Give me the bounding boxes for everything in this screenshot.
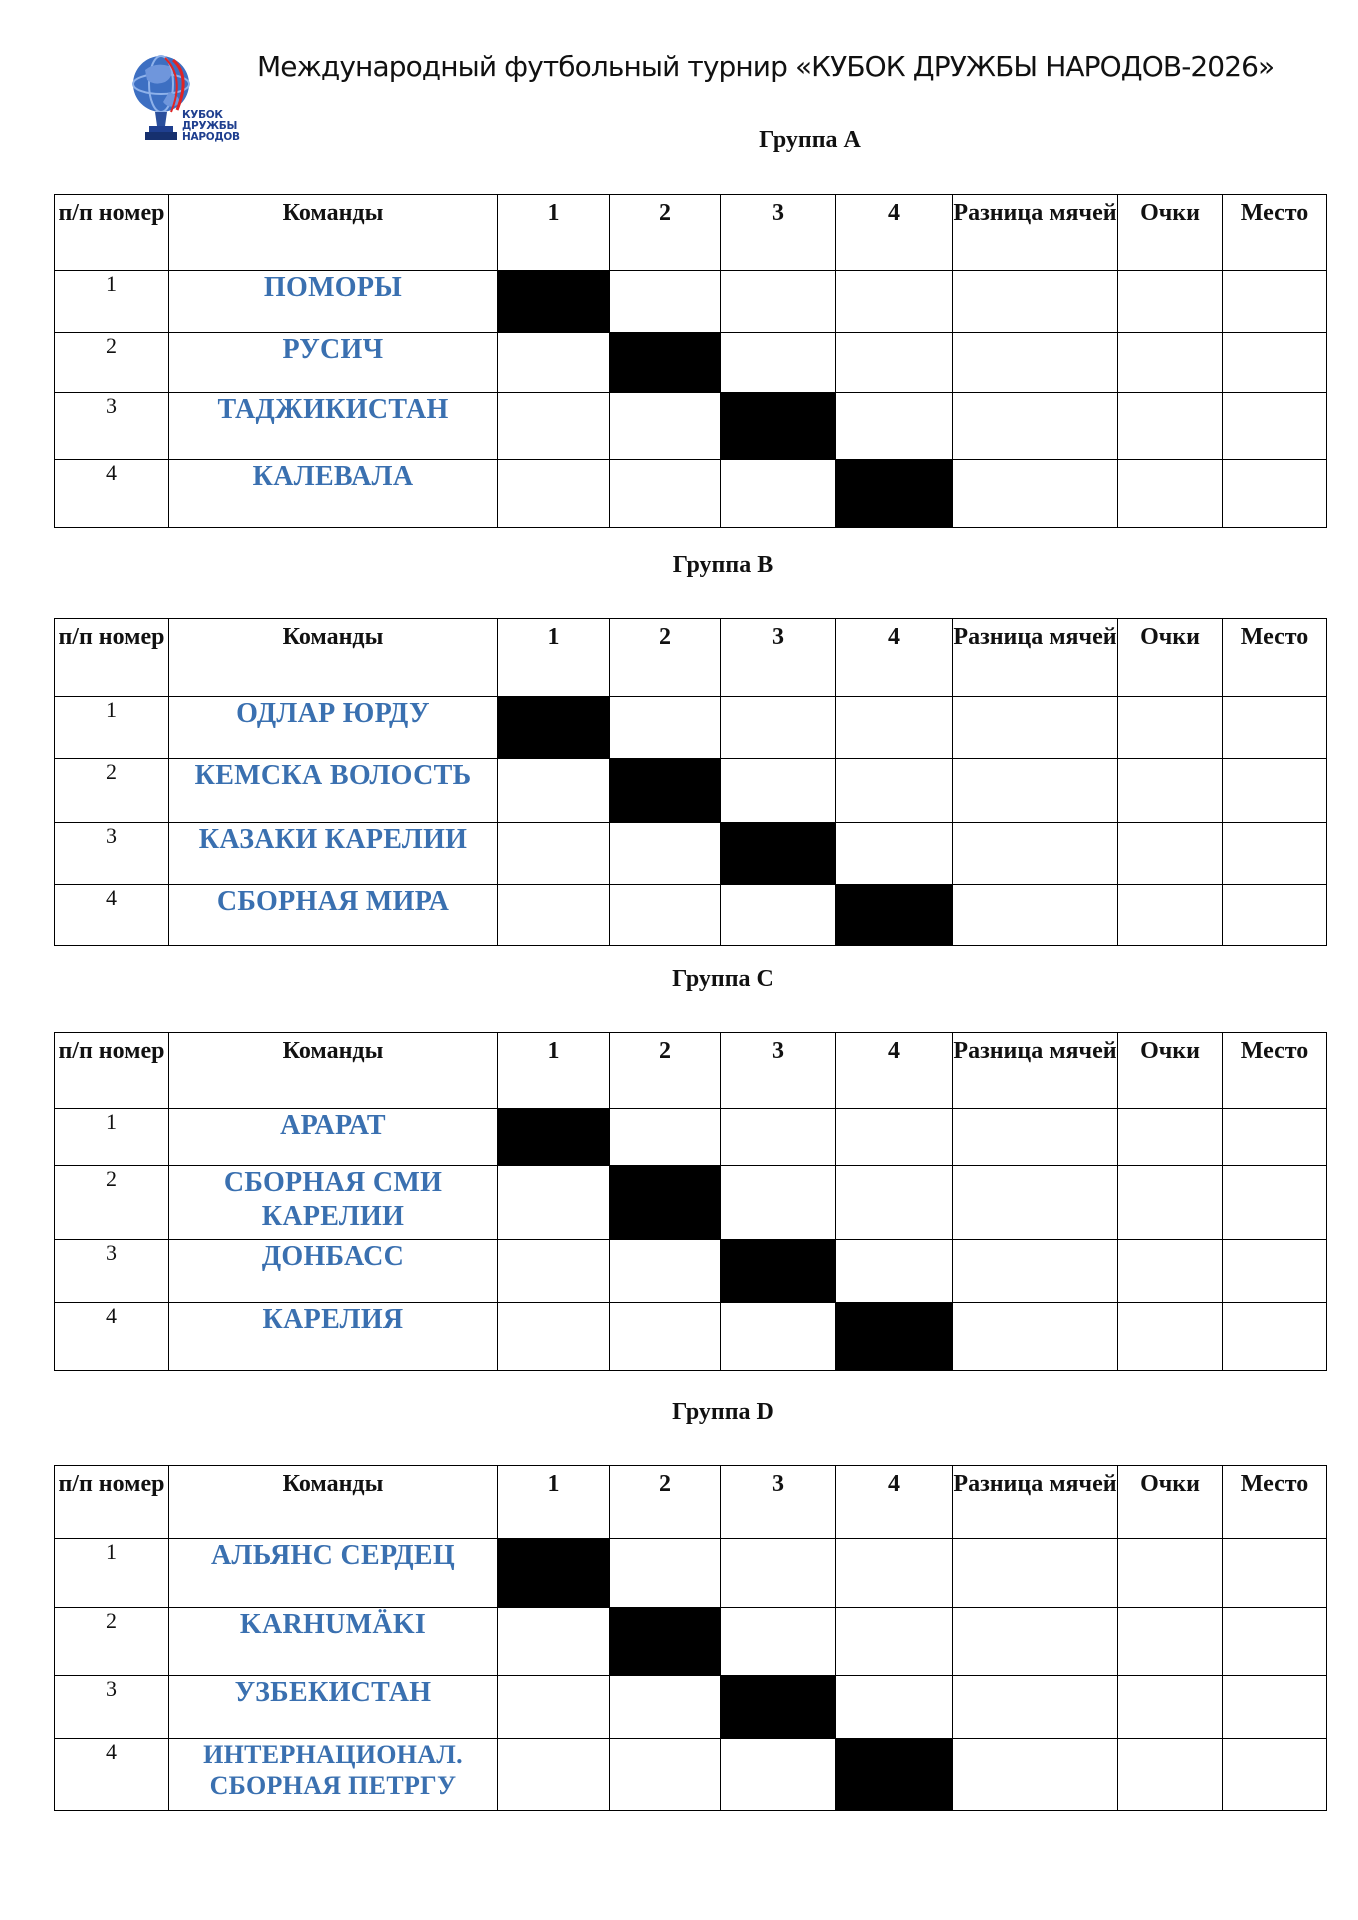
table-row — [55, 697, 1327, 759]
result-cell — [836, 1109, 953, 1166]
header-goal-diff: Разница мячей — [953, 195, 1118, 271]
result-cell — [721, 460, 836, 528]
place-cell — [1223, 460, 1327, 528]
row-number: 1 — [55, 697, 169, 759]
team-name: РУСИЧ — [169, 333, 498, 393]
result-cell — [610, 823, 721, 885]
result-cell — [721, 333, 836, 393]
points-cell — [1118, 759, 1223, 823]
row-number: 3 — [55, 823, 169, 885]
group-table-d — [54, 1465, 1327, 1811]
result-cell — [498, 1676, 610, 1739]
header-col-1: 1 — [498, 195, 610, 271]
table-row — [55, 1109, 1327, 1166]
result-cell — [721, 759, 836, 823]
self-match-cell — [721, 1676, 836, 1739]
result-cell — [610, 460, 721, 528]
result-cell — [836, 1240, 953, 1303]
header-col-2: 2 — [610, 1466, 721, 1539]
header-col-3: 3 — [721, 1466, 836, 1539]
table-row — [55, 1539, 1327, 1608]
place-cell — [1223, 1539, 1327, 1608]
header-col-1: 1 — [498, 1466, 610, 1539]
place-cell — [1223, 1739, 1327, 1811]
header-row — [55, 619, 1327, 697]
result-cell — [610, 1109, 721, 1166]
place-cell — [1223, 823, 1327, 885]
self-match-cell — [836, 460, 953, 528]
globe-trophy-icon — [133, 56, 189, 140]
header-goal-diff: Разница мячей — [953, 619, 1118, 697]
result-cell — [836, 1676, 953, 1739]
table-row — [55, 1739, 1327, 1811]
table-row — [55, 333, 1327, 393]
self-match-cell — [498, 697, 610, 759]
row-number: 2 — [55, 759, 169, 823]
self-match-cell — [610, 1608, 721, 1676]
points-cell — [1118, 333, 1223, 393]
points-cell — [1118, 1109, 1223, 1166]
result-cell — [610, 1303, 721, 1371]
row-number: 1 — [55, 1109, 169, 1166]
goal-diff-cell — [953, 697, 1118, 759]
place-cell — [1223, 1166, 1327, 1240]
points-cell — [1118, 460, 1223, 528]
points-cell — [1118, 271, 1223, 333]
team-name: УЗБЕКИСТАН — [169, 1676, 498, 1739]
goal-diff-cell — [953, 1240, 1118, 1303]
result-cell — [721, 1739, 836, 1811]
place-cell — [1223, 1676, 1327, 1739]
team-name: КЕМСКА ВОЛОСТЬ — [169, 759, 498, 823]
table-row — [55, 885, 1327, 946]
row-number: 3 — [55, 1240, 169, 1303]
header-points: Очки — [1118, 619, 1223, 697]
group-table-b — [54, 618, 1327, 946]
result-cell — [721, 1109, 836, 1166]
goal-diff-cell — [953, 823, 1118, 885]
row-number: 1 — [55, 1539, 169, 1608]
row-number: 4 — [55, 1303, 169, 1371]
points-cell — [1118, 885, 1223, 946]
row-number: 2 — [55, 1608, 169, 1676]
place-cell — [1223, 885, 1327, 946]
logo-caption: КУБОК ДРУЖБЫ НАРОДОВ — [182, 109, 240, 143]
header-place: Место — [1223, 1033, 1327, 1109]
result-cell — [836, 333, 953, 393]
result-cell — [836, 1608, 953, 1676]
result-cell — [836, 1166, 953, 1240]
result-cell — [721, 885, 836, 946]
result-cell — [721, 1608, 836, 1676]
header-row — [55, 1466, 1327, 1539]
header-col-2: 2 — [610, 195, 721, 271]
place-cell — [1223, 759, 1327, 823]
row-number: 2 — [55, 333, 169, 393]
table-row — [55, 1676, 1327, 1739]
header-goal-diff: Разница мячей — [953, 1033, 1118, 1109]
header-row — [55, 1033, 1327, 1109]
result-cell — [721, 271, 836, 333]
result-cell — [498, 1608, 610, 1676]
header-place: Место — [1223, 1466, 1327, 1539]
row-number: 4 — [55, 885, 169, 946]
result-cell — [610, 697, 721, 759]
result-cell — [836, 759, 953, 823]
table-row — [55, 759, 1327, 823]
row-number: 4 — [55, 460, 169, 528]
points-cell — [1118, 1608, 1223, 1676]
header-points: Очки — [1118, 1466, 1223, 1539]
result-cell — [836, 1539, 953, 1608]
row-number: 2 — [55, 1166, 169, 1240]
place-cell — [1223, 271, 1327, 333]
place-cell — [1223, 1608, 1327, 1676]
header-num: п/п номер — [55, 1033, 169, 1109]
group-table-a — [54, 194, 1327, 528]
result-cell — [721, 697, 836, 759]
self-match-cell — [610, 1166, 721, 1240]
result-cell — [610, 271, 721, 333]
points-cell — [1118, 393, 1223, 460]
self-match-cell — [721, 393, 836, 460]
result-cell — [610, 393, 721, 460]
points-cell — [1118, 1303, 1223, 1371]
goal-diff-cell — [953, 1676, 1118, 1739]
place-cell — [1223, 1303, 1327, 1371]
group-table-c — [54, 1032, 1327, 1371]
row-number: 3 — [55, 393, 169, 460]
result-cell — [498, 885, 610, 946]
header-num: п/п номер — [55, 619, 169, 697]
header-teams: Команды — [169, 1033, 498, 1109]
self-match-cell — [498, 1539, 610, 1608]
place-cell — [1223, 697, 1327, 759]
group-title-b: Группа В — [672, 552, 774, 578]
group-title-a: Группа А — [759, 127, 861, 153]
goal-diff-cell — [953, 1166, 1118, 1240]
table-row — [55, 1166, 1327, 1240]
self-match-cell — [721, 1240, 836, 1303]
table-row — [55, 1240, 1327, 1303]
result-cell — [610, 1539, 721, 1608]
goal-diff-cell — [953, 271, 1118, 333]
team-name: ПОМОРЫ — [169, 271, 498, 333]
goal-diff-cell — [953, 393, 1118, 460]
header-num: п/п номер — [55, 1466, 169, 1539]
header-col-2: 2 — [610, 619, 721, 697]
goal-diff-cell — [953, 1109, 1118, 1166]
row-number: 3 — [55, 1676, 169, 1739]
self-match-cell — [836, 1303, 953, 1371]
result-cell — [721, 1303, 836, 1371]
team-name: СБОРНАЯ МИРА — [169, 885, 498, 946]
result-cell — [498, 393, 610, 460]
points-cell — [1118, 1539, 1223, 1608]
table-row — [55, 460, 1327, 528]
result-cell — [498, 460, 610, 528]
result-cell — [498, 759, 610, 823]
group-title-c: Группа С — [672, 966, 774, 992]
team-name: ТАДЖИКИСТАН — [169, 393, 498, 460]
place-cell — [1223, 393, 1327, 460]
self-match-cell — [498, 1109, 610, 1166]
points-cell — [1118, 823, 1223, 885]
result-cell — [610, 1739, 721, 1811]
place-cell — [1223, 333, 1327, 393]
header-col-4: 4 — [836, 619, 953, 697]
table-row — [55, 393, 1327, 460]
header-teams: Команды — [169, 619, 498, 697]
header-num: п/п номер — [55, 195, 169, 271]
result-cell — [836, 271, 953, 333]
goal-diff-cell — [953, 1739, 1118, 1811]
result-cell — [610, 1676, 721, 1739]
team-name: ИНТЕРНАЦИОНАЛ. СБОРНАЯ ПЕТРГУ — [169, 1739, 498, 1811]
header-teams: Команды — [169, 1466, 498, 1539]
team-name: АРАРАТ — [169, 1109, 498, 1166]
result-cell — [498, 333, 610, 393]
place-cell — [1223, 1240, 1327, 1303]
header-points: Очки — [1118, 1033, 1223, 1109]
self-match-cell — [836, 885, 953, 946]
header-goal-diff: Разница мячей — [953, 1466, 1118, 1539]
result-cell — [610, 1240, 721, 1303]
header-col-4: 4 — [836, 1033, 953, 1109]
header-col-2: 2 — [610, 1033, 721, 1109]
result-cell — [721, 1539, 836, 1608]
header-col-4: 4 — [836, 195, 953, 271]
table-row — [55, 271, 1327, 333]
result-cell — [836, 697, 953, 759]
points-cell — [1118, 1739, 1223, 1811]
result-cell — [610, 885, 721, 946]
goal-diff-cell — [953, 759, 1118, 823]
place-cell — [1223, 1109, 1327, 1166]
table-row — [55, 1608, 1327, 1676]
result-cell — [498, 823, 610, 885]
result-cell — [721, 1166, 836, 1240]
points-cell — [1118, 697, 1223, 759]
self-match-cell — [498, 271, 610, 333]
header-col-3: 3 — [721, 195, 836, 271]
self-match-cell — [610, 333, 721, 393]
row-number: 4 — [55, 1739, 169, 1811]
goal-diff-cell — [953, 460, 1118, 528]
header-col-3: 3 — [721, 1033, 836, 1109]
goal-diff-cell — [953, 333, 1118, 393]
self-match-cell — [721, 823, 836, 885]
header-place: Место — [1223, 195, 1327, 271]
points-cell — [1118, 1676, 1223, 1739]
page-title: Международный футбольный турнир «КУБОК ДРУЖБЫ НАРОДОВ-2026» — [257, 50, 1275, 83]
result-cell — [836, 823, 953, 885]
team-name: ДОНБАСС — [169, 1240, 498, 1303]
team-name: ОДЛАР ЮРДУ — [169, 697, 498, 759]
goal-diff-cell — [953, 885, 1118, 946]
header-row — [55, 195, 1327, 271]
self-match-cell — [610, 759, 721, 823]
table-row — [55, 823, 1327, 885]
header-points: Очки — [1118, 195, 1223, 271]
header-col-3: 3 — [721, 619, 836, 697]
team-name: КАРЕЛИЯ — [169, 1303, 498, 1371]
header-place: Место — [1223, 619, 1327, 697]
header-teams: Команды — [169, 195, 498, 271]
header-col-4: 4 — [836, 1466, 953, 1539]
goal-diff-cell — [953, 1303, 1118, 1371]
row-number: 1 — [55, 271, 169, 333]
team-name: АЛЬЯНС СЕРДЕЦ — [169, 1539, 498, 1608]
header-col-1: 1 — [498, 619, 610, 697]
team-name: СБОРНАЯ СМИ КАРЕЛИИ — [169, 1166, 498, 1240]
points-cell — [1118, 1166, 1223, 1240]
header-col-1: 1 — [498, 1033, 610, 1109]
self-match-cell — [836, 1739, 953, 1811]
result-cell — [498, 1240, 610, 1303]
goal-diff-cell — [953, 1539, 1118, 1608]
result-cell — [498, 1739, 610, 1811]
team-name: KARHUMÄKI — [169, 1608, 498, 1676]
result-cell — [836, 393, 953, 460]
table-row — [55, 1303, 1327, 1371]
group-title-d: Группа D — [672, 1399, 774, 1425]
result-cell — [498, 1303, 610, 1371]
goal-diff-cell — [953, 1608, 1118, 1676]
points-cell — [1118, 1240, 1223, 1303]
team-name: КАЛЕВАЛА — [169, 460, 498, 528]
result-cell — [498, 1166, 610, 1240]
team-name: КАЗАКИ КАРЕЛИИ — [169, 823, 498, 885]
